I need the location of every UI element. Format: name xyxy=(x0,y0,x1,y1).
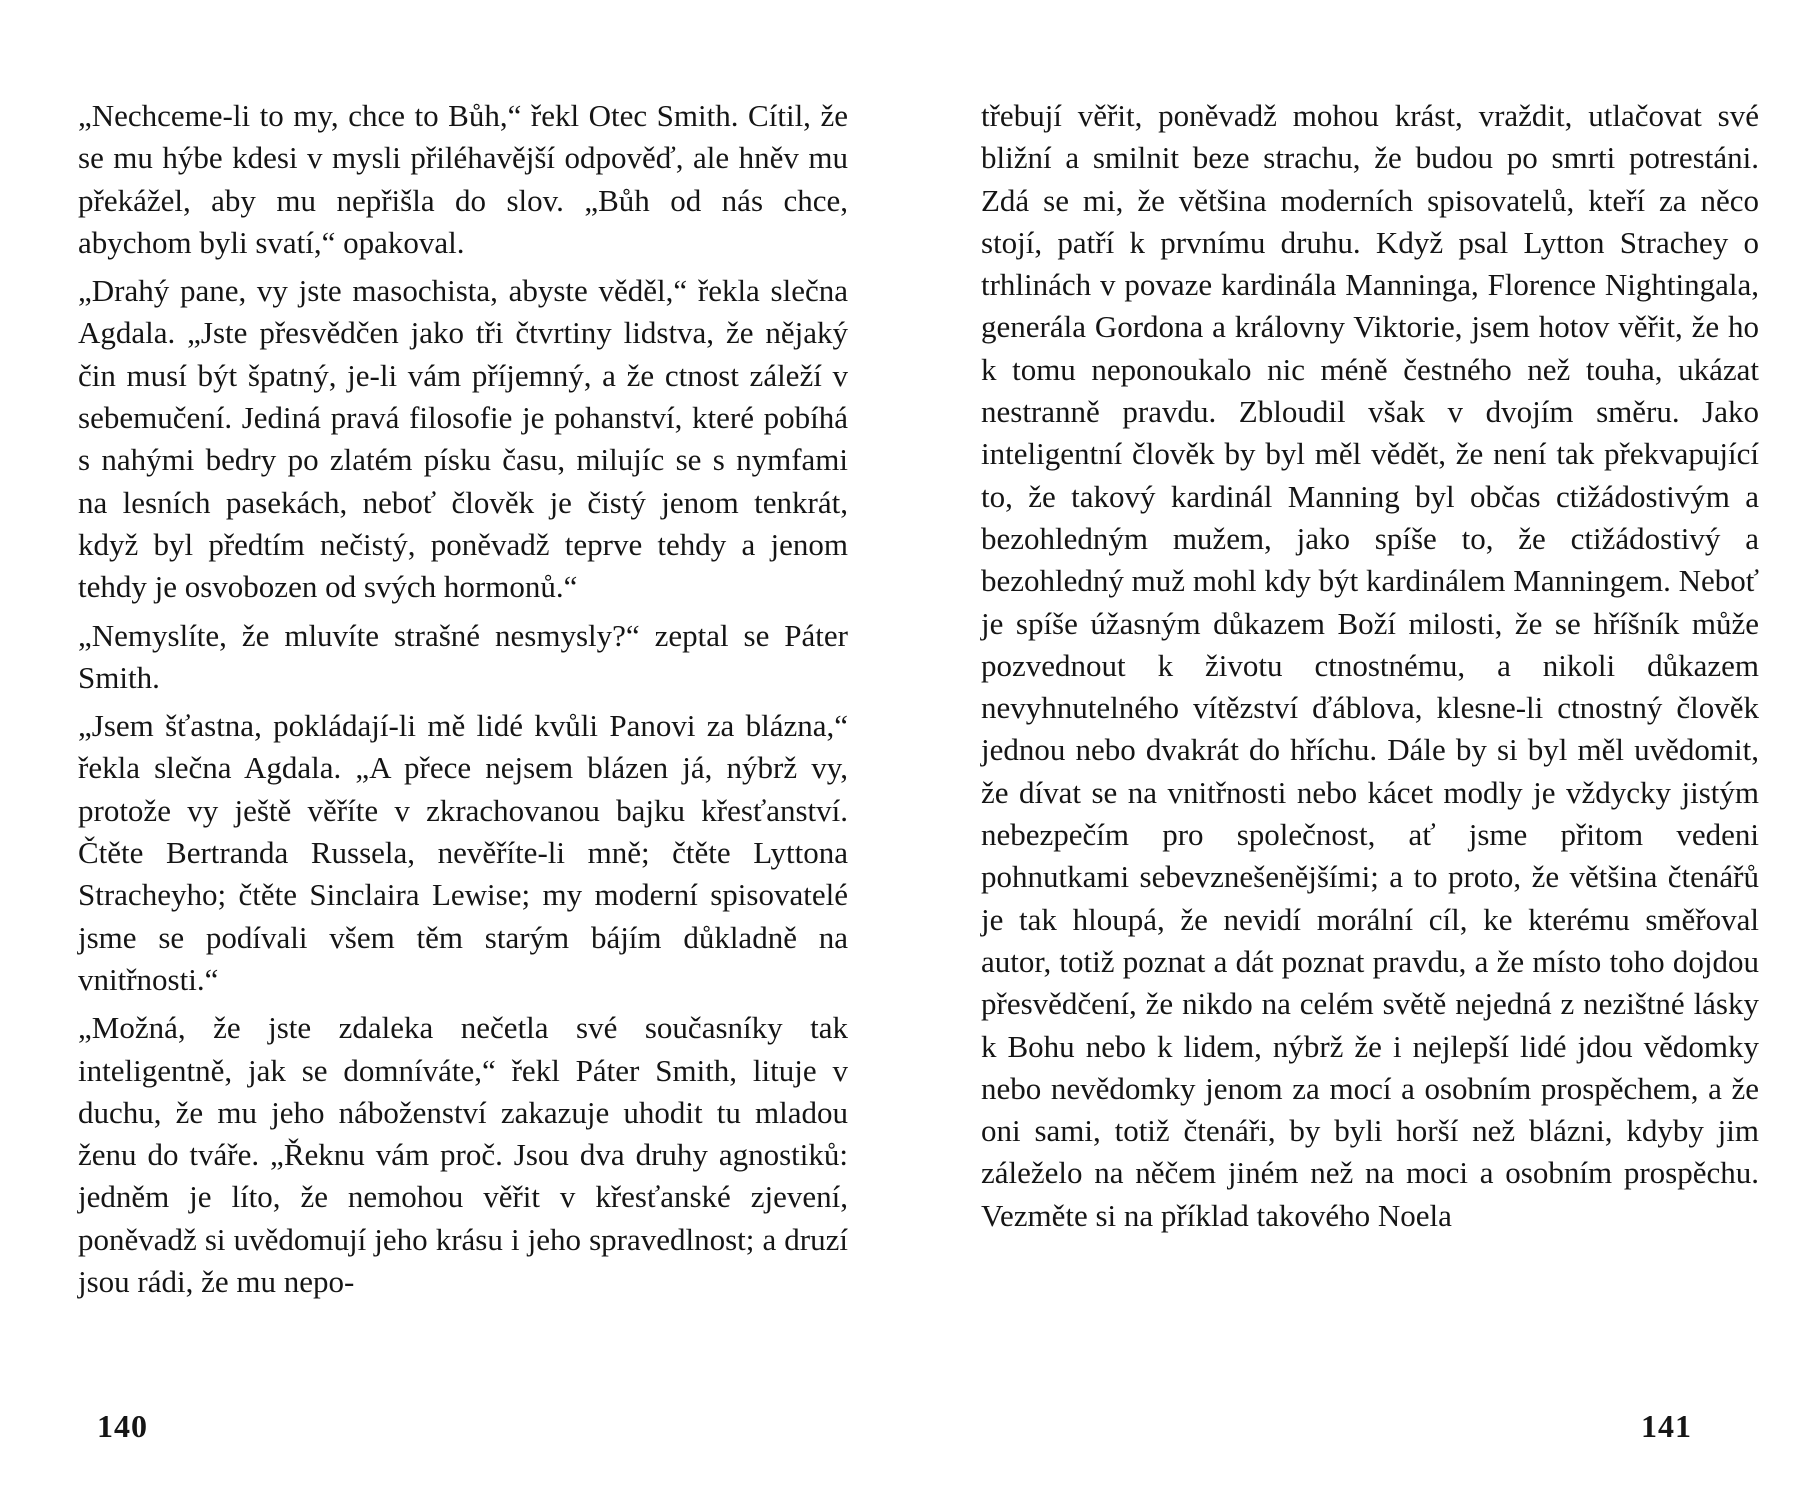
paragraph: „Nemyslíte, že mluvíte strašné nesmysly?“ zeptal se Páter Smith. xyxy=(78,617,848,695)
paragraph: třebují věřit, poněvadž mohou krást, vraždit, utlačovat své bližní a smilnit beze strachu, že budou po smrti potrestáni. Zdá se mi, že většina moderních spisovatelů, kteří za něco stojí, patří k prvnímu druhu. Když psal Lytton Strachey o trhlinách v povaze kardinála Manninga, Florence Nightingala, generála Gordona a královny Viktorie, jsem hotov věřit, že ho k tomu neponoukalo nic méně čestného než touha, ukázat nestranně pravdu. Zbloudil však v dvojím směru. Jako inteligentní člověk by byl měl vědět, že není tak překvapující to, že takový kardinál Manning byl občas ctižádostivým a bezohledným mužem, jako spíše to, že ctižádostivý a bezohledný muž mohl kdy být kardinálem Manningem. Neboť je spíše úžasným důkazem Boží milosti, že se hříšník může pozvednout k životu ctnostnému, a nikoli důkazem nevyhnutelného vítězství ďáblova, klesne-li ctnostný člověk jednou nebo dvakrát do hříchu. Dále by si byl měl uvědomit, že dívat se na vnitřnosti nebo kácet modly je vždycky jistým nebezpečím pro společnost, ať jsme přitom vedeni pohnutkami sebevznešenějšími; a to proto, že většina čtenářů je tak hloupá, že nevidí morální cíl, ke kterému směřoval autor, totiž poznat a dát poznat pravdu, a že místo toho dojdou přesvědčení, že nikdo na celém světě nejedná z nezištné lásky k Bohu nebo k lidem, nýbrž že i nejlepší lidé jdou vědomky nebo nevědomky jenom za mocí a osobním prospěchem, a že oni sami, totiž čtenáři, by byli horší než blázni, kdyby jim záleželo na něčem jiném než na moci a osobním prospěchu. Vezměte si na příklad takového Noela xyxy=(981,98,1759,1233)
paragraph: „Drahý pane, vy jste masochista, abyste věděl,“ řekla slečna Agdala. „Jste přesvědčen jako tři čtvrtiny lidstva, že nějaký čin musí být špatný, je-li vám příjemný, a že ctnost záleží v sebemučení. Jediná pravá filosofie je pohanství, které pobíhá s nahými bedry po zlatém písku času, milujíc se s nymfami na lesních pasekách, neboť člověk je čistý jenom tenkrát, když byl předtím nečistý, poněvadž teprve tehdy a jenom tehdy je osvobozen od svých hormonů.“ xyxy=(78,273,848,605)
page-number: 140 xyxy=(97,1408,148,1444)
left-page-text xyxy=(78,95,848,1309)
paragraph: „Nechceme-li to my, chce to Bůh,“ řekl Otec Smith. Cítil, že se mu hýbe kdesi v mysli přiléhavější odpověď, ale hněv mu překážel, aby mu nepřišla do slov. „Bůh od nás chce, abychom byli svatí,“ opakoval. xyxy=(78,98,848,260)
right-page-text xyxy=(981,95,1759,1243)
right-page xyxy=(906,0,1812,1501)
page-number: 141 xyxy=(1641,1408,1692,1444)
paragraph: „Možná, že jste zdaleka nečetla své současníky tak inteligentně, jak se domníváte,“ řekl Páter Smith, litujе v duchu, že mu jeho náboženství zakazuje uhodit tu mladou ženu do tváře. „Řeknu vám proč. Jsou dva druhy agnostiků: jedněm je líto, že nemohou věřit v křesťanské zjevení, poněvadž si uvědomují jeho krásu i jeho spravedlnost; a druzí jsou rádi, že mu nepo- xyxy=(78,1010,848,1300)
paragraph: „Jsem šťastna, pokládají-li mě lidé kvůli Panovi za blázna,“ řekla slečna Agdala. „A přece nejsem blázen já, nýbrž vy, protože vy ještě věříte v zkrachovanou bajku křesťanství. Čtěte Bertranda Russela, nevěříte-li mně; čtěte Lyttona Stracheyho; čtěte Sinclaira Lewise; my moderní spisovatelé jsme se podívali všem těm starým bájím důkladně na vnitřnosti.“ xyxy=(78,708,848,997)
